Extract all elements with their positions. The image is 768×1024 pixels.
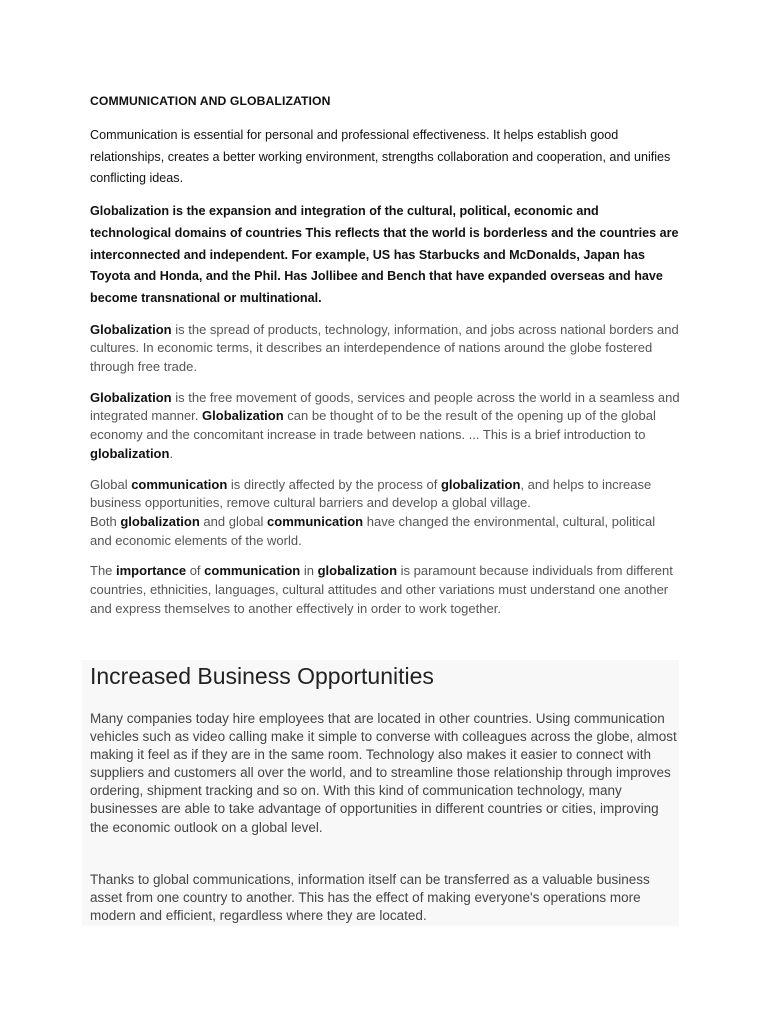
text: . xyxy=(169,445,174,461)
importance-paragraph xyxy=(90,562,680,618)
text: is the free movement of goods, services and people across the world in a seamless and integrated manner. xyxy=(90,389,680,424)
business-paragraph-2: Thanks to global communications, information itself can be transferred as a valuable business asset from one country to another. This has the effect of making everyone's operations more modern and efficient, regardless where they are located. xyxy=(90,872,650,924)
text: and global xyxy=(199,513,268,529)
text: Global xyxy=(90,476,132,492)
text: can be thought of to be the result of the opening up of the global economy and the concomitant increase in trade between nations. ... This is a brief introduction to xyxy=(90,408,656,443)
section-heading: Increased Business Opportunities xyxy=(90,663,434,689)
text: The xyxy=(90,563,117,579)
text: Both xyxy=(90,513,121,529)
global-communication-paragraph xyxy=(90,476,680,551)
intro-paragraph: Communication is essential for personal and professional effectiveness. It helps establish good relationships, creates a better working environment, strengths collaboration and cooperation, and unifies conflicting ideas. xyxy=(90,128,671,186)
globalization-definition-2 xyxy=(90,321,680,377)
term: Globalization xyxy=(202,408,284,424)
term: globalization xyxy=(317,563,398,579)
text: is the expansion and integration of the cultural, political, economic and technological domains of countries This reflects that the world is borderless and the countries are interconnected and independent. For example, US has Starbucks and McDonalds, Japan has Toyota and Honda, and the Phil. Has Jollibee and Bench that have expanded overseas and have become transnational or multinational. xyxy=(90,204,679,305)
term: globalization xyxy=(90,445,170,461)
text: in xyxy=(300,563,318,579)
text: is directly affected by the process of xyxy=(227,476,441,492)
text: have changed the environmental, cultural, political and economic elements of the world. xyxy=(90,513,656,548)
term: Globalization xyxy=(90,204,170,219)
term: Globalization xyxy=(90,321,172,337)
text: of xyxy=(186,563,205,579)
term: communication xyxy=(131,476,228,492)
text: is the spread of products, technology, information, and jobs across national borders and cultures. In economic terms, it describes an interdependence of nations around the globe fostered through free trade. xyxy=(90,321,679,375)
document-body xyxy=(90,94,680,630)
globalization-definition-1 xyxy=(90,201,680,310)
term: importance xyxy=(116,563,187,579)
text: , and helps to increase business opportunities, remove cultural barriers and develop a global village. xyxy=(90,476,652,511)
globalization-definition-3 xyxy=(90,389,680,464)
term: communication xyxy=(204,563,301,579)
term: communication xyxy=(267,513,364,529)
term: Globalization xyxy=(90,389,172,405)
term: globalization xyxy=(440,476,521,492)
document-title: COMMUNICATION AND GLOBALIZATION xyxy=(90,94,331,108)
business-paragraph-1: Many companies today hire employees that are located in other countries. Using communication vehicles such as video calling make it simple to converse with colleagues across the globe, almost making it feel as if they are in the same room. Technology also makes it easier to connect with suppliers and customers all over the world, and to streamline those relationship through improves ordering, shipment tracking and so on. With this kind of communication technology, many businesses are able to take advantage of opportunities in different countries or cities, improving the economic outlook on a global level. xyxy=(90,711,677,835)
text: is paramount because individuals from different countries, ethnicities, languages, cultural attitudes and other variations must understand one another and express themselves to another effectively in order to work together. xyxy=(90,563,673,616)
term: globalization xyxy=(120,513,200,529)
